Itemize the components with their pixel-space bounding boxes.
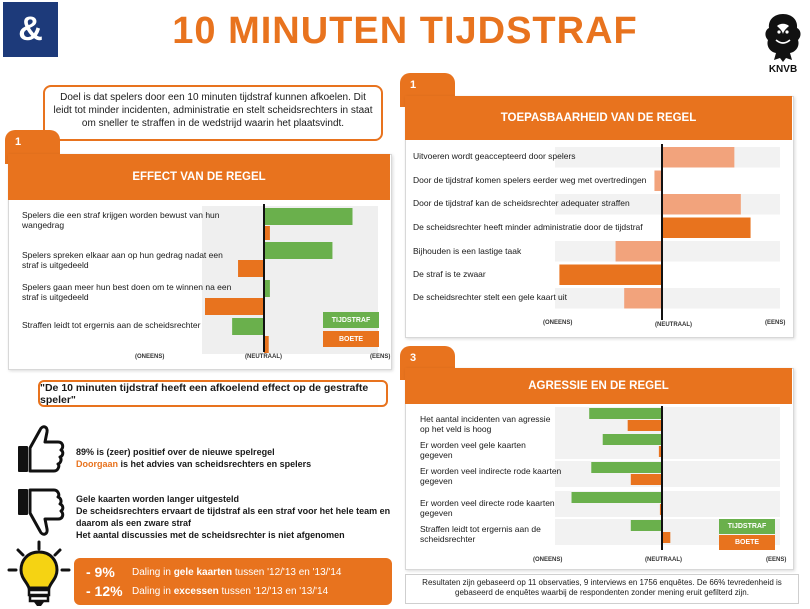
agressie-legend-tijdstraf: TIJDSTRAF [719, 519, 775, 534]
agressie-label-3: Er worden veel indirecte rode kaarten gegeven [420, 466, 562, 486]
stat-text-yellow-pre: Daling in [132, 567, 174, 578]
thumbs-down-icon [14, 485, 66, 539]
toepas-chart [405, 140, 792, 336]
toepas-header [405, 96, 792, 140]
toepas-title: TOEPASBAARHEID VAN DE REGEL [500, 112, 697, 124]
agressie-axis-right: (EENS) [766, 557, 787, 563]
toepas-axis-left: (ONEENS) [543, 320, 573, 326]
agressie-row-bg [555, 433, 780, 459]
agressie-title: AGRESSIE EN DE REGEL [528, 380, 669, 392]
intro-text-box [43, 85, 383, 141]
toepas-label-1: Uitvoeren wordt geaccepteerd door spelers [413, 151, 576, 161]
effect-badge-number: 1 [15, 136, 22, 148]
effect-bar-boete [238, 260, 264, 277]
negative-line-2: De scheidsrechters ervaart de tijdstraf als een straf voor het hele team en daarom als een zware straf [76, 506, 391, 528]
knvb-lion-icon [760, 10, 806, 64]
stat-highlight-excessen: excessen [173, 586, 219, 597]
effect-bar-tijdstraf [232, 318, 264, 335]
positive-line-1: 89% is (zeer) positief over de nieuwe spelregel [76, 447, 275, 457]
positive-line-2-rest: is het advies van scheidsrechters en spelers [118, 459, 312, 469]
thumbs-up-icon [14, 422, 66, 476]
toepas-label-2: Door de tijdstraf komen spelers eerder weg met overtredingen [413, 175, 647, 185]
agressie-legend-boete: BOETE [719, 535, 775, 550]
knvb-logo [760, 10, 806, 80]
effect-bar-tijdstraf [264, 242, 332, 259]
positive-facts [76, 446, 396, 470]
effect-bar-tijdstraf [264, 208, 353, 225]
agressie-bar-tijdstraf [572, 492, 662, 503]
stat-text-yellow-post: tussen '12/'13 en '13/'14 [232, 567, 342, 578]
effect-legend-boete: BOETE [323, 331, 379, 347]
negative-facts [76, 493, 396, 541]
agressie-bar-tijdstraf [589, 408, 662, 419]
agressie-label-4: Er worden veel directe rode kaarten gegeven [420, 498, 555, 518]
agressie-axis-left: (ONEENS) [533, 557, 563, 563]
agressie-label-2: Er worden veel gele kaarten gegeven [420, 440, 526, 460]
toepas-label-4: De scheidsrechter heeft minder administratie door de tijdstraf [413, 222, 643, 232]
toepas-label-7: De scheidsrechter stelt een gele kaart uit [413, 292, 568, 302]
agressie-bar-boete [628, 420, 662, 431]
quote-text: "De 10 minuten tijdstraf heeft een afkoelend effect op de gestrafte speler" [40, 381, 369, 406]
footnote-box [405, 574, 799, 604]
agressie-bar-tijdstraf [631, 520, 662, 531]
agressie-badge-number: 3 [410, 352, 417, 364]
agressie-axis-mid: (NEUTRAAL) [645, 557, 682, 563]
toepas-label-6: De straf is te zwaar [413, 269, 486, 279]
effect-label-3: Spelers gaan meer hun best doen om te winnen na een straf is uitgedeeld [22, 282, 232, 302]
quote-box [38, 380, 388, 407]
agressie-bar-boete [631, 474, 662, 485]
stat-text-excessen [132, 586, 328, 597]
toepas-bar [662, 147, 734, 168]
negative-line-1: Gele kaarten worden langer uitgesteld [76, 494, 240, 504]
negative-line-3: Het aantal discussies met de scheidsrechter is niet afgenomen [76, 530, 345, 540]
agressie-bar-tijdstraf [603, 434, 662, 445]
ampersand-logo-symbol: & [18, 10, 43, 48]
effect-label-4: Straffen leidt tot ergernis aan de scheidsrechter [22, 320, 201, 330]
stat-highlight-yellow: gele kaarten [173, 567, 233, 578]
positive-line-2 [76, 458, 396, 470]
toepas-badge-number: 1 [410, 79, 417, 91]
effect-label-2: Spelers spreken elkaar aan op hun gedrag nadat een straf is uitgedeeld [22, 250, 223, 270]
agressie-row-bg [555, 461, 780, 487]
stat-pct-yellow: - 9% [86, 564, 115, 580]
stats-box [74, 558, 392, 605]
effect-legend-tijdstraf: TIJDSTRAF [323, 312, 379, 328]
agressie-label-5: Straffen leidt tot ergernis aan de scheidsrechter [420, 524, 541, 544]
effect-axis-right: (EENS) [370, 354, 391, 360]
toepas-bar [616, 241, 662, 262]
toepas-axis-mid: (NEUTRAAL) [655, 322, 692, 328]
toepas-bar [662, 194, 741, 215]
toepas-bar [662, 218, 751, 239]
footnote-text: Resultaten zijn gebaseerd op 11 observaties, 9 interviews en 1756 enquêtes. De 66% tevredenheid is gebaseerd de enquêtes waarbij de respondenten zonder mening eruit gefilterd zijn. [422, 578, 782, 597]
toepas-label-3: Door de tijdstraf kan de scheidsrechter adequater straffen [413, 198, 630, 208]
agressie-bar-boete [662, 532, 670, 543]
knvb-label: KNVB [768, 64, 798, 75]
doorgaan-highlight: Doorgaan [76, 459, 119, 469]
effect-label-1: Spelers die een straf krijgen worden bewust van hun wangedrag [22, 210, 220, 230]
effect-axis-mid: (NEUTRAAL) [245, 354, 282, 360]
agressie-bar-tijdstraf [591, 462, 662, 473]
intro-text: Doel is dat spelers door een 10 minuten tijdstraf kunnen afkoelen. Dit leidt tot minder incidenten, administratie en stelt scheidsrechters in staat om sneller te straffen in de wedstrijd waarin het plaatsvindt. [53, 92, 373, 129]
effect-axis-left: (ONEENS) [135, 354, 165, 360]
stat-pct-excessen: - 12% [86, 583, 123, 599]
agressie-label-1: Het aantal incidenten van agressie op het veld is hoog [420, 414, 551, 434]
effect-header [8, 154, 390, 200]
toepas-axis-right: (EENS) [765, 320, 786, 326]
page-title: 10 MINUTEN TIJDSTRAF [172, 10, 638, 52]
stat-text-yellow [132, 567, 341, 578]
agressie-header [405, 368, 792, 404]
stat-text-excessen-post: tussen '12/'13 en '13/'14 [218, 586, 329, 597]
toepas-label-5: Bijhouden is een lastige taak [413, 246, 522, 256]
agressie-row-bg [555, 407, 780, 433]
stat-text-excessen-pre: Daling in [132, 586, 174, 597]
lightbulb-icon [6, 540, 72, 608]
effect-title: EFFECT VAN DE REGEL [132, 171, 266, 183]
